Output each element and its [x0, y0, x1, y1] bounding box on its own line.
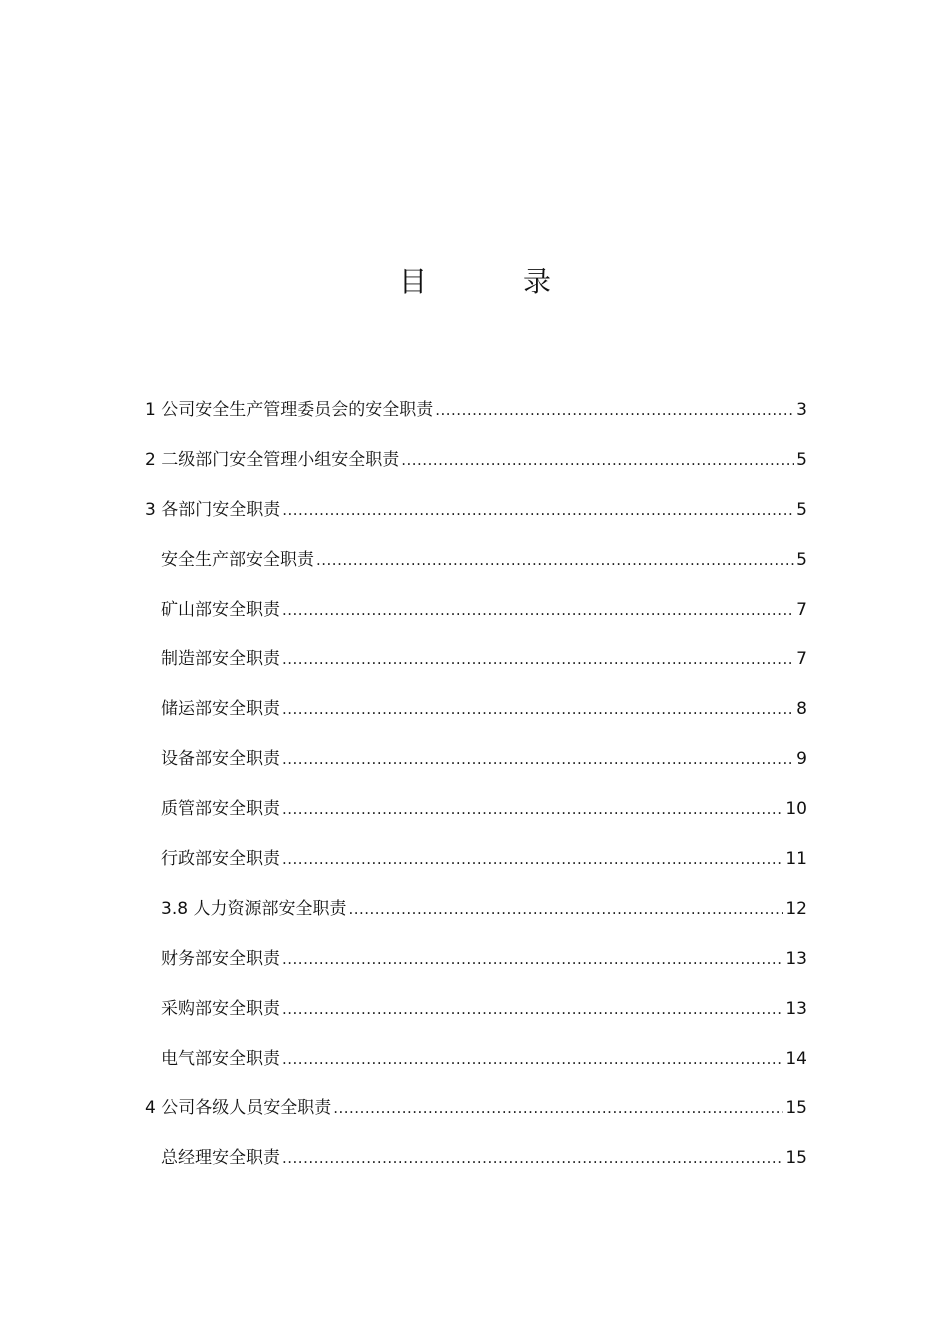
toc-entry-page: 14	[785, 1048, 807, 1069]
toc-entry-page: 13	[785, 998, 807, 1019]
toc-entry[interactable]	[145, 596, 807, 646]
toc-entry-label: 储运部安全职责	[161, 699, 280, 720]
toc-entry[interactable]	[145, 1045, 807, 1095]
dot-leader	[282, 1045, 783, 1073]
toc-entry[interactable]	[145, 1094, 807, 1144]
toc-entry-page: 8	[796, 699, 807, 720]
toc-entry[interactable]	[145, 645, 807, 695]
toc-entry-page: 5	[796, 449, 807, 470]
toc-entry-page: 13	[785, 948, 807, 969]
toc-entry[interactable]	[145, 446, 807, 496]
dot-leader	[282, 945, 783, 973]
toc-entry[interactable]	[145, 945, 807, 995]
toc-entry-label: 3.8 人力资源部安全职责	[161, 898, 347, 919]
toc-entry[interactable]	[145, 845, 807, 895]
toc-entry-label: 矿山部安全职责	[161, 599, 280, 620]
dot-leader	[282, 795, 783, 823]
toc-entry-page: 12	[785, 898, 807, 919]
dot-leader	[401, 446, 794, 474]
toc-entry-label: 制造部安全职责	[161, 649, 280, 670]
toc-entry-page: 11	[785, 849, 807, 870]
dot-leader	[435, 396, 794, 424]
dot-leader	[282, 1144, 783, 1172]
dot-leader	[316, 546, 794, 574]
toc-entry-label: 质管部安全职责	[161, 799, 280, 820]
toc-entry-page: 5	[796, 549, 807, 570]
toc-entry-page: 3	[796, 400, 807, 420]
dot-leader	[348, 895, 783, 923]
toc-entry-label: 财务部安全职责	[161, 948, 280, 969]
toc-entry-label: 行政部安全职责	[161, 849, 280, 870]
toc-entry-page: 7	[796, 599, 807, 620]
toc-entry-label: 设备部安全职责	[161, 749, 280, 770]
toc-entry[interactable]	[145, 795, 807, 845]
toc-entry-page: 15	[785, 1098, 807, 1119]
toc-list	[145, 396, 807, 1194]
dot-leader	[282, 496, 794, 524]
toc-entry-label: 1 公司安全生产管理委员会的安全职责	[145, 400, 434, 420]
toc-entry-page: 10	[785, 799, 807, 820]
dot-leader	[282, 745, 794, 773]
dot-leader	[282, 845, 783, 873]
dot-leader	[282, 995, 783, 1023]
toc-entry[interactable]	[145, 895, 807, 945]
toc-entry[interactable]	[145, 496, 807, 546]
toc-entry[interactable]	[145, 396, 807, 446]
toc-entry-label: 安全生产部安全职责	[161, 549, 314, 570]
toc-entry[interactable]	[145, 695, 807, 745]
toc-entry-page: 7	[796, 649, 807, 670]
dot-leader	[282, 645, 794, 673]
toc-entry-label: 3 各部门安全职责	[145, 499, 281, 520]
toc-entry-page: 9	[796, 749, 807, 770]
toc-entry[interactable]	[145, 995, 807, 1045]
toc-entry-page: 5	[796, 499, 807, 520]
toc-entry[interactable]	[145, 546, 807, 596]
toc-title: 目 录	[398, 265, 585, 298]
toc-entry-label: 4 公司各级人员安全职责	[145, 1098, 332, 1119]
toc-entry[interactable]	[145, 1144, 807, 1194]
dot-leader	[282, 695, 794, 723]
toc-entry[interactable]	[145, 745, 807, 795]
toc-entry-label: 电气部安全职责	[161, 1048, 280, 1069]
dot-leader	[333, 1094, 783, 1122]
toc-entry-label: 2 二级部门安全管理小组安全职责	[145, 449, 400, 470]
toc-entry-page: 15	[785, 1148, 807, 1169]
dot-leader	[282, 596, 794, 624]
toc-entry-label: 采购部安全职责	[161, 998, 280, 1019]
toc-entry-label: 总经理安全职责	[161, 1148, 280, 1169]
